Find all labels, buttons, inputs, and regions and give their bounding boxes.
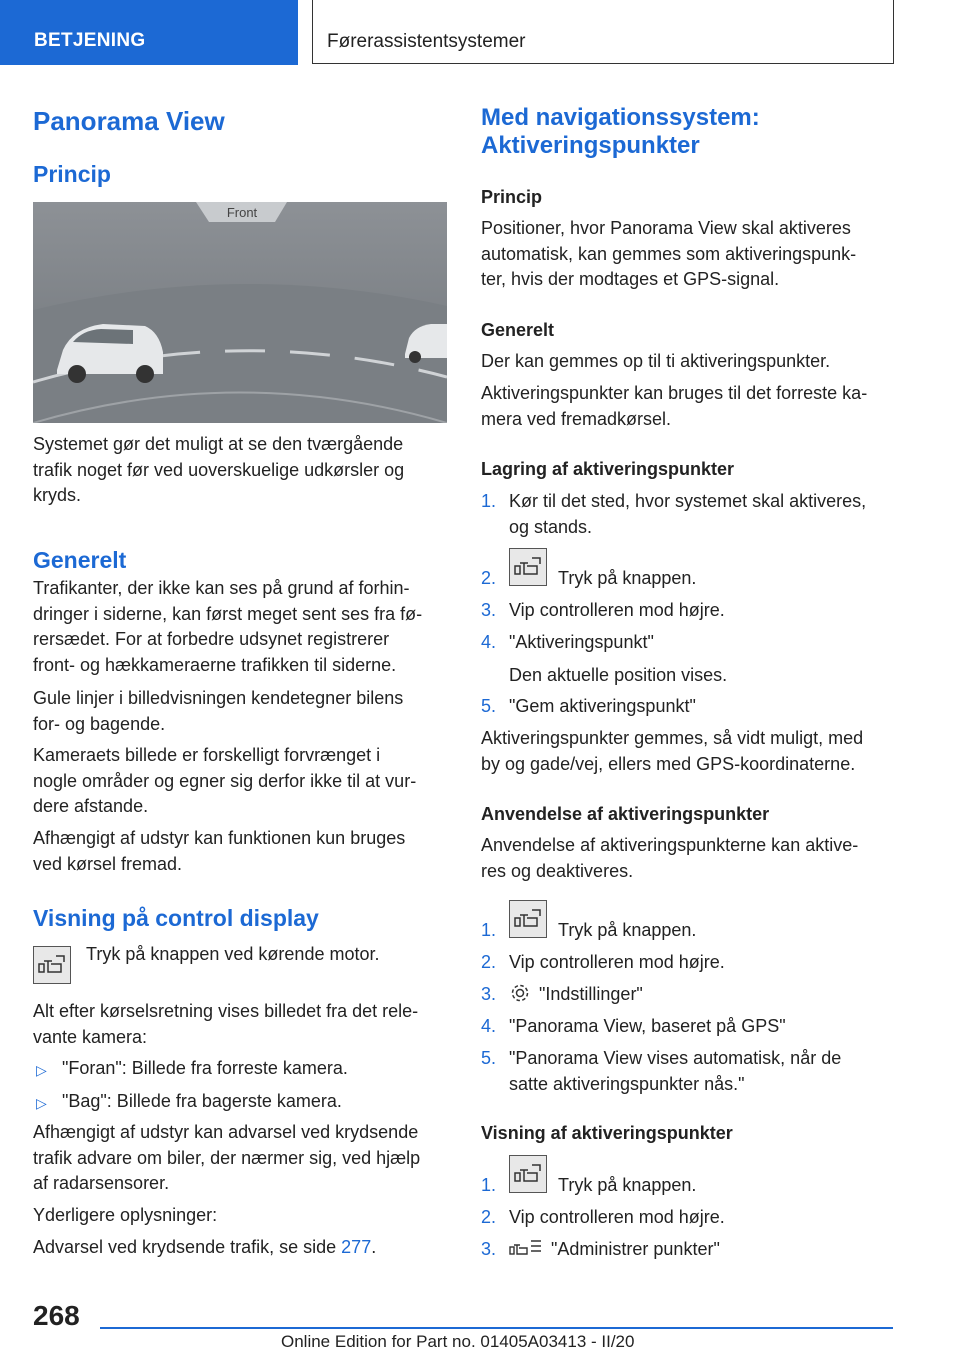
nav-general-heading: Generelt [481,320,555,340]
step-text: Kør til det sted, hvor systemet skal aktiveres, og stands. [509,491,867,537]
step-number: 3. [481,984,497,1004]
camera-view-image [33,202,447,423]
bullet-triangle-icon: ▷ [36,1062,47,1078]
step-text: Tryk på knappen. [558,1175,697,1195]
gear-icon [509,982,531,1009]
step-number: 5. [481,696,497,716]
step-text: "Aktiveringspunkt" Den aktuelle position vises. [509,632,728,685]
step-text: Vip controlleren mod højre. [509,600,725,620]
step-number: 1. [481,491,497,511]
nav-general-p1: Der kan gemmes op til ti aktiveringspunkter. [481,351,831,371]
step-text: "Panorama View, baseret på GPS" [509,1016,786,1036]
footer-divider [100,1327,893,1329]
step-text: Tryk på knappen. [558,568,697,588]
edition-text: Online Edition for Part no. 01405A03413 - II/20 [281,1332,635,1351]
step-number: 2. [481,568,497,588]
bullet-triangle-icon: ▷ [36,1095,47,1111]
usage-text: Anvendelse af aktiveringspunkterne kan aktive- res og deaktiveres. [481,835,859,881]
step-text: Vip controlleren mod højre. [509,1207,725,1227]
principle-text: Systemet gør det muligt at se den tværgående trafik noget før ved uoverskuelige udkørsler og kryds. [33,434,405,505]
chapter-label: Førerassistentsystemer [327,31,526,52]
step-text: "Gem aktiveringspunkt" [509,696,696,716]
bullet-item: "Bag": Billede fra bagerste kamera. [62,1091,342,1111]
page-number: 268 [33,1300,80,1331]
section-label: BETJENING [34,30,146,51]
nav-principle-heading: Princip [481,187,543,207]
step-text: "Administrer punkter" [551,1239,720,1259]
general-paragraph-2: Gule linjer i billedvisningen kendetegner bilens for- og bagende. [33,688,404,734]
camera-button-icon [509,1155,547,1193]
general-paragraph-1: Trafikanter, der ikke kan ses på grund af forhin- dringer i siderne, kan først meget sent ses fra fø- rersædet. For at forbedre udsynet registrerer front- og hækkameraerne trafikken til siderne. [33,578,423,675]
camera-button-icon [33,946,71,984]
step-text: "Indstillinger" [539,984,643,1004]
section-tab [0,0,298,65]
step-number: 2. [481,1207,497,1227]
step-text: Tryk på knappen. [558,920,697,940]
storage-after-text: Aktiveringspunkter gemmes, så vidt muligt, med by og gade/vej, ellers med GPS-koordinaterne. [481,728,864,774]
front-label: Front [226,205,258,220]
step-text: "Panorama View vises automatisk, når de satte aktiveringspunkter nås." [509,1048,842,1094]
step-number: 2. [481,952,497,972]
camera-button-icon [509,900,547,938]
more-info-text: Yderligere oplysninger: [33,1205,218,1225]
nav-title-line-1: Med navigationssystem: [481,104,760,131]
usage-heading: Anvendelse af aktiveringspunkter [481,804,770,824]
general-paragraph-3: Kameraets billede er forskelligt forvrænget i nogle områder og egner sig derfor ikke til at vur- dere afstande. [33,745,417,816]
display-paragraph-2: Afhængigt af udstyr kan advarsel ved krydsende trafik advare om biler, der nærmer sig, ved hjælp af radarsensorer. [33,1122,421,1193]
step-number: 4. [481,632,497,652]
display-heading: Visning på control display [33,905,319,931]
step-number: 4. [481,1016,497,1036]
step-number: 3. [481,600,497,620]
nav-title-line-2: Aktiveringspunkter [481,132,700,159]
view-heading: Visning af aktiveringspunkter [481,1123,733,1143]
general-paragraph-4: Afhængigt af udstyr kan funktionen kun bruges ved kørsel fremad. [33,828,406,874]
chapter-tab [312,0,894,64]
step-number: 3. [481,1239,497,1259]
storage-heading: Lagring af aktiveringspunkter [481,459,735,479]
nav-principle-text: Positioner, hvor Panorama View skal aktiveres automatisk, kan gemmes som aktiveringspunk- ter, hvis der modtages et GPS-signal. [481,218,857,289]
nav-general-p2: Aktiveringspunkter kan bruges til det forreste ka- mera ved fremadkørsel. [481,383,868,429]
manage-points-icon [509,1238,543,1265]
display-paragraph-1: Alt efter kørselsretning vises billedet fra det rele- vante kamera: [33,1001,419,1047]
step-number: 1. [481,1175,497,1195]
page-title: Panorama View [33,106,225,136]
bullet-item: "Foran": Billede fra forreste kamera. [62,1058,348,1078]
principle-heading: Princip [33,161,111,187]
warning-reference: Advarsel ved krydsende trafik, se side 277. [33,1237,377,1257]
camera-button-icon [509,548,547,586]
general-heading: Generelt [33,547,127,573]
display-button-text: Tryk på knappen ved kørende motor. [86,944,380,964]
page-link[interactable]: 277 [341,1237,372,1257]
step-text: Vip controlleren mod højre. [509,952,725,972]
step-number: 5. [481,1048,497,1068]
step-number: 1. [481,920,497,940]
